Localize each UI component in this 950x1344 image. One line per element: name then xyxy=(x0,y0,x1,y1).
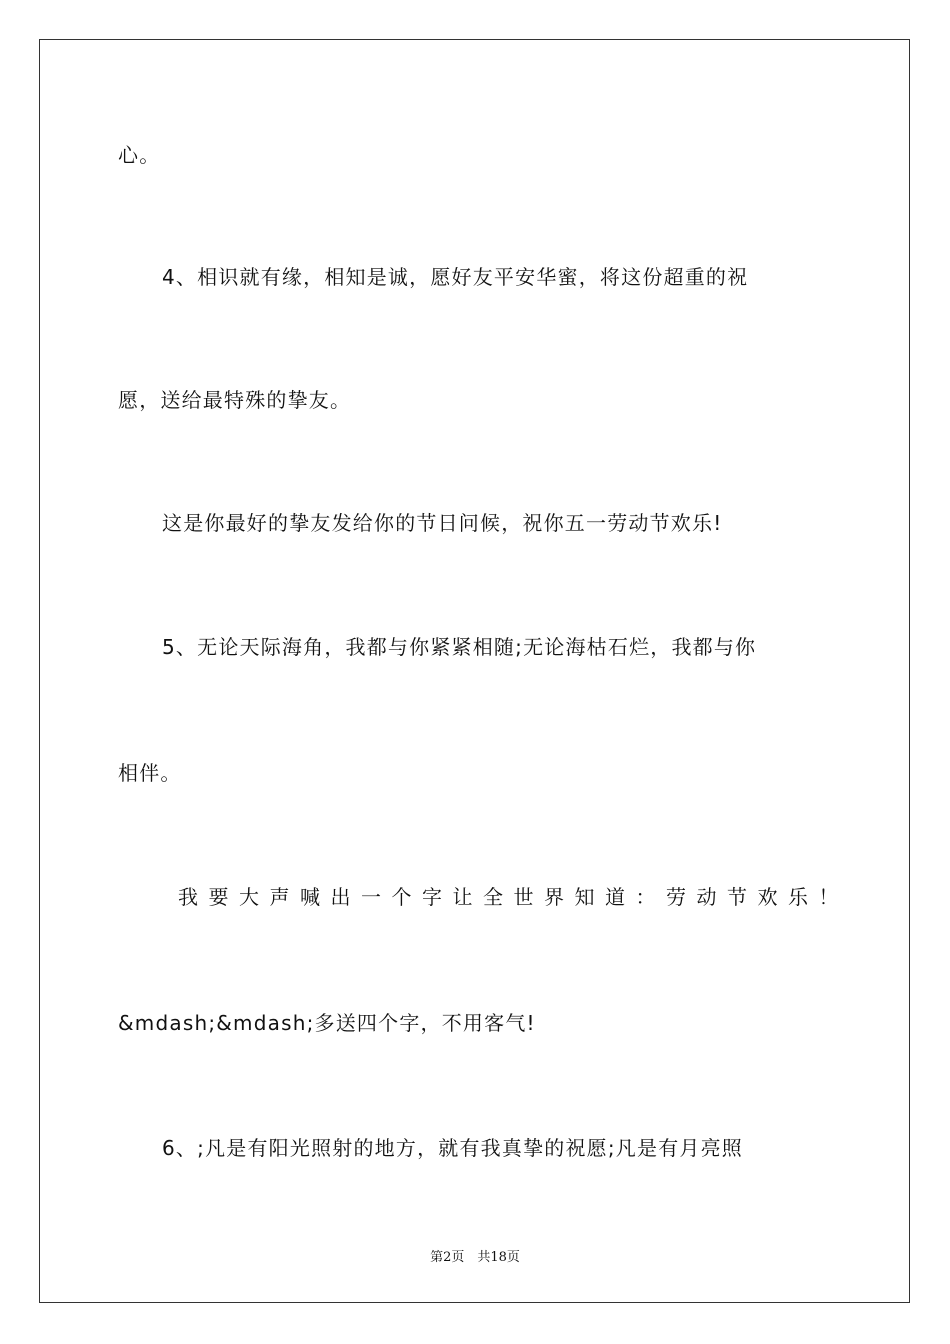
text-line-9: 6、;凡是有阳光照射的地方，就有我真挚的祝愿;凡是有月亮照 xyxy=(162,1136,744,1160)
page-footer: 第2页 共18页 xyxy=(430,1250,520,1265)
text-line-3: 愿，送给最特殊的挚友。 xyxy=(118,388,352,412)
text-line-6: 相伴。 xyxy=(118,761,182,785)
text-line-2: 4、相识就有缘，相知是诚，愿好友平安华蜜，将这份超重的祝 xyxy=(162,265,749,289)
text-line-8: &mdash;&mdash;多送四个字，不用客气! xyxy=(118,1011,536,1035)
text-line-7: 我要大声喊出一个字让全世界知道：劳动节欢乐！ xyxy=(178,885,849,909)
page-border xyxy=(39,39,910,1303)
text-line-1: 心。 xyxy=(118,143,161,167)
text-line-4: 这是你最好的挚友发给你的节日问候，祝你五一劳动节欢乐! xyxy=(162,511,723,535)
text-line-5: 5、无论天际海角，我都与你紧紧相随;无论海枯石烂，我都与你 xyxy=(162,635,757,659)
